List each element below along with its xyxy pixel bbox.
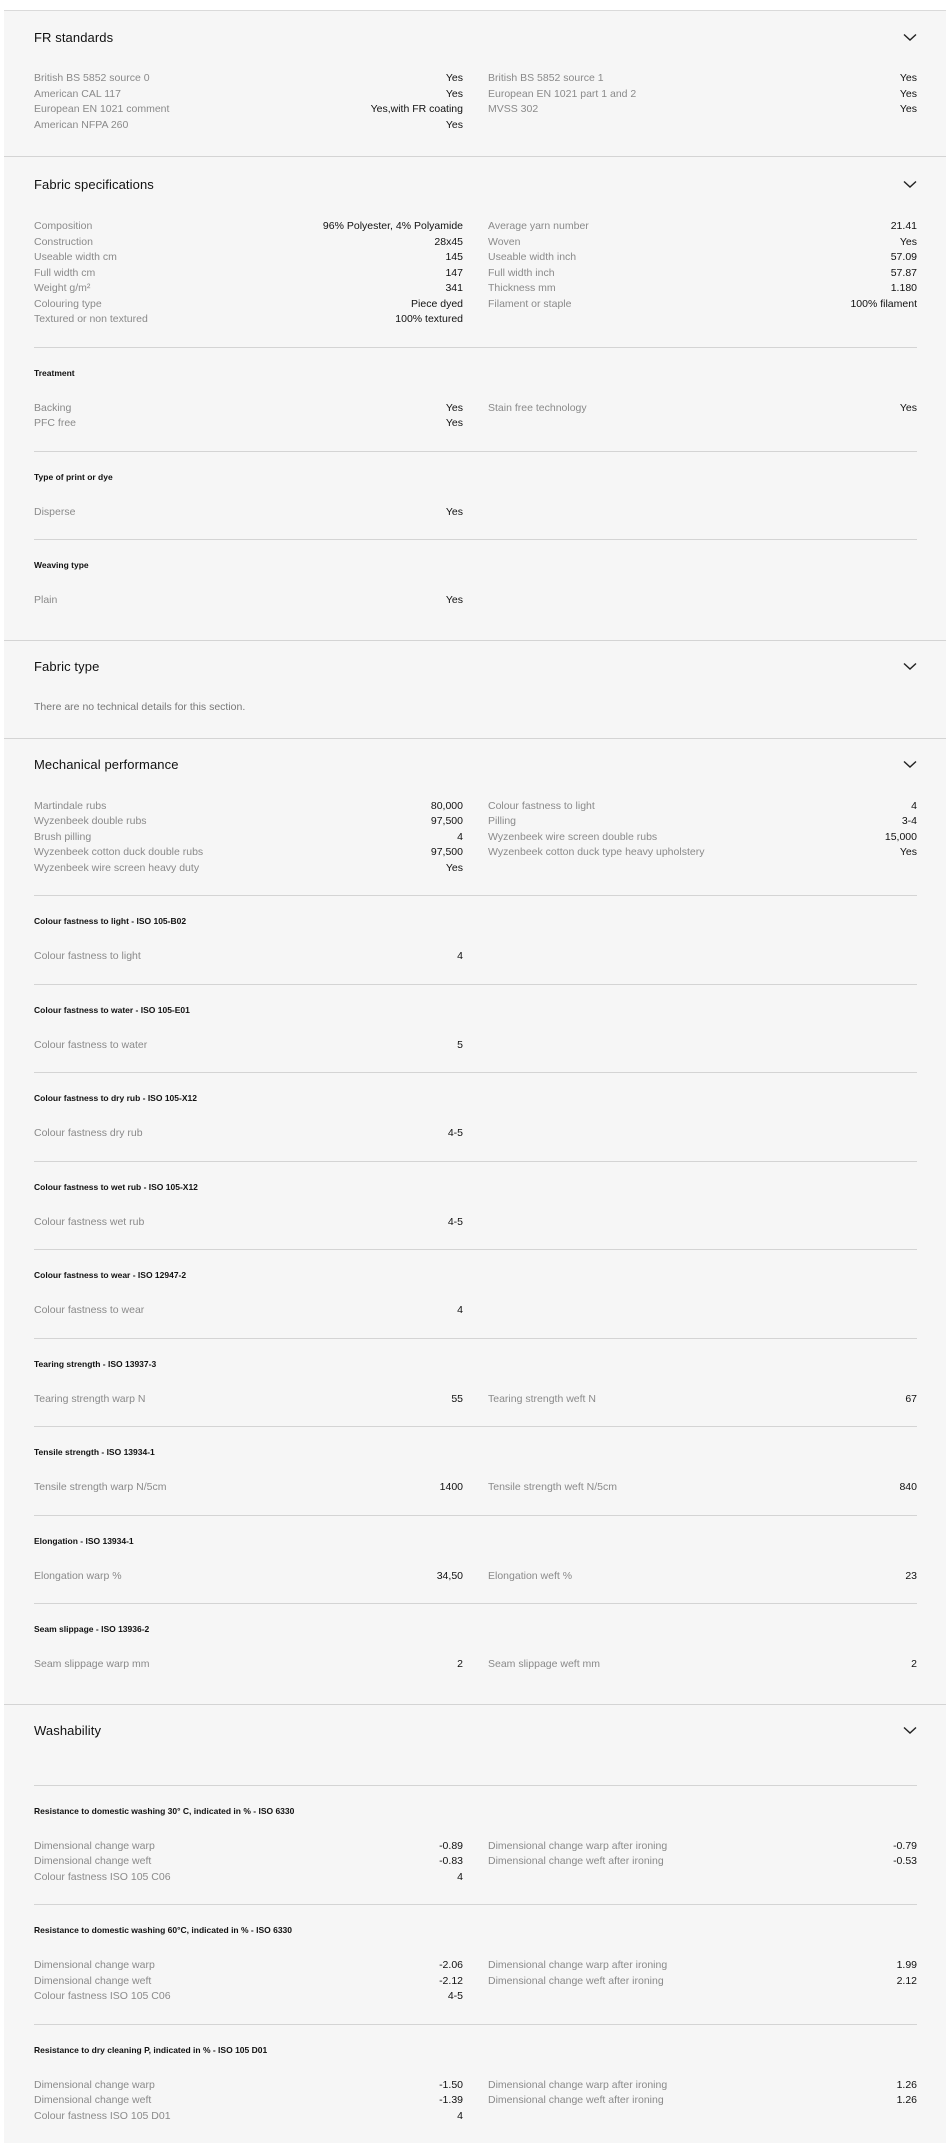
detail-column-left — [34, 1215, 463, 1231]
detail-row — [34, 1126, 463, 1142]
subsection-title: Elongation - ISO 13934-1 — [34, 1536, 917, 1546]
mechanical-performance-header[interactable] — [34, 739, 917, 791]
detail-label: European EN 1021 comment — [34, 102, 169, 118]
detail-column-right — [488, 219, 917, 328]
detail-row — [34, 2093, 463, 2109]
detail-label: American NFPA 260 — [34, 118, 128, 134]
detail-value: -2.12 — [439, 1974, 463, 1990]
detail-row — [488, 87, 917, 103]
detail-column-right — [488, 1392, 917, 1408]
detail-label: Tensile strength weft N/5cm — [488, 1480, 617, 1496]
subsection-title: Colour fastness to wear - ISO 12947-2 — [34, 1270, 917, 1280]
detail-value: 21.41 — [891, 219, 917, 235]
detail-value: -0.83 — [439, 1854, 463, 1870]
detail-row — [34, 1038, 463, 1054]
mechanical-performance-section — [4, 739, 946, 1705]
detail-row — [34, 1392, 463, 1408]
detail-value: Yes — [446, 593, 463, 609]
subsection — [34, 2024, 917, 2143]
detail-row — [488, 102, 917, 118]
detail-column-right — [488, 1480, 917, 1496]
detail-grid — [34, 1480, 917, 1496]
detail-label: Colour fastness to light — [488, 799, 595, 815]
detail-grid — [34, 949, 917, 965]
detail-row — [34, 1657, 463, 1673]
detail-row — [34, 1974, 463, 1990]
detail-row — [488, 1569, 917, 1585]
subsection-list — [34, 895, 917, 1692]
detail-column-right — [488, 1126, 917, 1142]
detail-column-right — [488, 1958, 917, 2005]
detail-label: Thickness mm — [488, 281, 556, 297]
detail-value: Yes — [900, 71, 917, 87]
detail-row — [488, 1657, 917, 1673]
subsection-title: Resistance to domestic washing 60°C, indicated in % - ISO 6330 — [34, 1925, 917, 1935]
fr-standards-section — [4, 11, 946, 157]
detail-row — [488, 71, 917, 87]
detail-row — [488, 845, 917, 861]
detail-column-left — [34, 401, 463, 432]
detail-grid — [34, 1215, 917, 1231]
detail-value: 145 — [445, 250, 463, 266]
detail-grid — [34, 401, 917, 432]
detail-label: Pilling — [488, 814, 516, 830]
subsection-list — [34, 347, 917, 628]
detail-row — [34, 281, 463, 297]
detail-label: Useable width cm — [34, 250, 117, 266]
detail-row — [488, 1974, 917, 1990]
detail-row — [34, 250, 463, 266]
detail-column-left — [34, 2078, 463, 2125]
detail-column-left — [34, 1839, 463, 1886]
chevron-down-icon[interactable] — [903, 30, 917, 44]
detail-row — [34, 312, 463, 328]
detail-value: 57.87 — [891, 266, 917, 282]
detail-label: Elongation weft % — [488, 1569, 572, 1585]
subsection-title: Weaving type — [34, 560, 917, 570]
detail-column-left — [34, 799, 463, 877]
detail-row — [34, 814, 463, 830]
detail-column-right — [488, 949, 917, 965]
detail-row — [34, 1569, 463, 1585]
detail-row — [488, 266, 917, 282]
subsection-title: Colour fastness to dry rub - ISO 105-X12 — [34, 1093, 917, 1103]
detail-label: Dimensional change weft — [34, 1854, 151, 1870]
detail-label: Woven — [488, 235, 521, 251]
detail-column-right — [488, 71, 917, 133]
subsection-title: Treatment — [34, 368, 917, 378]
detail-label: Martindale rubs — [34, 799, 106, 815]
detail-value: 4-5 — [448, 1215, 463, 1231]
detail-label: Disperse — [34, 505, 75, 521]
detail-label: American CAL 117 — [34, 87, 121, 103]
detail-value: Yes — [900, 401, 917, 417]
detail-label: Colour fastness dry rub — [34, 1126, 143, 1142]
detail-value: Yes — [900, 87, 917, 103]
detail-value: 97,500 — [431, 845, 463, 861]
detail-value: Yes — [900, 102, 917, 118]
detail-grid — [34, 505, 917, 521]
detail-column-right — [488, 401, 917, 432]
detail-grid — [34, 1569, 917, 1585]
detail-row — [34, 219, 463, 235]
subsection-list — [34, 1785, 917, 2143]
detail-label: Dimensional change warp after ironing — [488, 1839, 667, 1855]
detail-row — [34, 845, 463, 861]
detail-value: -1.39 — [439, 2093, 463, 2109]
detail-label: Composition — [34, 219, 92, 235]
detail-value: -0.79 — [893, 1839, 917, 1855]
detail-value: 67 — [905, 1392, 917, 1408]
subsection — [34, 451, 917, 540]
washability-section — [4, 1705, 946, 2143]
subsection-title: Resistance to domestic washing 30° C, indicated in % - ISO 6330 — [34, 1806, 917, 1816]
detail-value: 15,000 — [885, 830, 917, 846]
detail-row — [488, 235, 917, 251]
detail-row — [488, 799, 917, 815]
detail-label: Wyzenbeek cotton duck double rubs — [34, 845, 203, 861]
chevron-down-icon[interactable] — [903, 177, 917, 191]
detail-value: 2 — [911, 1657, 917, 1673]
detail-grid — [34, 1392, 917, 1408]
detail-label: Colour fastness to water — [34, 1038, 147, 1054]
detail-row — [488, 2078, 917, 2094]
detail-label: Colour fastness ISO 105 C06 — [34, 1989, 171, 2005]
detail-label: Elongation warp % — [34, 1569, 122, 1585]
detail-column-left — [34, 1303, 463, 1319]
detail-value: -1.50 — [439, 2078, 463, 2094]
detail-value: 4-5 — [448, 1989, 463, 2005]
subsection-title: Type of print or dye — [34, 472, 917, 482]
detail-value: 1.99 — [897, 1958, 917, 1974]
detail-label: Dimensional change weft — [34, 1974, 151, 1990]
detail-value: 4 — [457, 1870, 463, 1886]
detail-column-right — [488, 1303, 917, 1319]
subsection — [34, 1904, 917, 2024]
detail-label: Seam slippage warp mm — [34, 1657, 150, 1673]
detail-row — [34, 1989, 463, 2005]
detail-value: 34,50 — [437, 1569, 463, 1585]
detail-value: 840 — [899, 1480, 917, 1496]
detail-column-left — [34, 1392, 463, 1408]
detail-row — [488, 1839, 917, 1855]
detail-label: Dimensional change weft after ironing — [488, 2093, 664, 2109]
detail-label: Full width cm — [34, 266, 95, 282]
detail-row — [34, 87, 463, 103]
chevron-down-icon[interactable] — [903, 1724, 917, 1738]
detail-row — [34, 102, 463, 118]
fabric-specifications-section — [4, 157, 946, 641]
detail-value: 4 — [911, 799, 917, 815]
detail-row — [488, 281, 917, 297]
detail-row — [34, 401, 463, 417]
subsection — [34, 347, 917, 451]
detail-label: Colour fastness to light — [34, 949, 141, 965]
washability-header[interactable] — [34, 1705, 917, 1757]
detail-label: Stain free technology — [488, 401, 587, 417]
detail-row — [34, 1303, 463, 1319]
detail-label: Dimensional change warp — [34, 2078, 155, 2094]
detail-grid — [34, 799, 917, 896]
detail-label: Wyzenbeek double rubs — [34, 814, 147, 830]
detail-label: Colour fastness wet rub — [34, 1215, 144, 1231]
detail-row — [34, 416, 463, 432]
detail-label: Weight g/m² — [34, 281, 90, 297]
detail-row — [34, 1480, 463, 1496]
detail-value: Yes — [446, 71, 463, 87]
detail-label: Tensile strength warp N/5cm — [34, 1480, 166, 1496]
detail-value: 147 — [445, 266, 463, 282]
detail-label: Dimensional change warp — [34, 1958, 155, 1974]
detail-label: Colouring type — [34, 297, 102, 313]
detail-row — [488, 250, 917, 266]
detail-value: Yes — [446, 118, 463, 134]
detail-value: 23 — [905, 1569, 917, 1585]
detail-value: 5 — [457, 1038, 463, 1054]
detail-label: Dimensional change warp after ironing — [488, 1958, 667, 1974]
detail-value: Yes — [446, 416, 463, 432]
detail-column-left — [34, 71, 463, 133]
detail-row — [488, 219, 917, 235]
subsection — [34, 1161, 917, 1250]
detail-column-right — [488, 505, 917, 521]
detail-value: 1.26 — [897, 2093, 917, 2109]
detail-row — [34, 505, 463, 521]
detail-value: 97,500 — [431, 814, 463, 830]
detail-row — [34, 297, 463, 313]
detail-label: Wyzenbeek wire screen heavy duty — [34, 861, 199, 877]
detail-column-right — [488, 1657, 917, 1673]
detail-column-left — [34, 1480, 463, 1496]
detail-value: Yes — [446, 505, 463, 521]
detail-row — [34, 118, 463, 134]
detail-value: -2.06 — [439, 1958, 463, 1974]
section-title: Mechanical performance — [34, 757, 179, 772]
subsection — [34, 1785, 917, 1905]
detail-value: Yes,with FR coating — [371, 102, 463, 118]
detail-value: Yes — [446, 87, 463, 103]
subsection-title: Colour fastness to water - ISO 105-E01 — [34, 1005, 917, 1015]
detail-label: Filament or staple — [488, 297, 571, 313]
detail-row — [34, 1870, 463, 1886]
detail-row — [34, 266, 463, 282]
detail-grid — [34, 71, 917, 133]
detail-value: 4 — [457, 830, 463, 846]
detail-column-left — [34, 1657, 463, 1673]
fabric-type-header[interactable] — [34, 641, 917, 693]
detail-label: Full width inch — [488, 266, 555, 282]
empty-section-note: There are no technical details for this section. — [34, 701, 917, 713]
detail-column-right — [488, 2078, 917, 2125]
detail-row — [488, 1392, 917, 1408]
detail-row — [34, 861, 463, 877]
detail-column-left — [34, 1038, 463, 1054]
detail-label: Dimensional change weft after ironing — [488, 1854, 664, 1870]
subsection — [34, 1338, 917, 1427]
detail-value: 100% textured — [395, 312, 463, 328]
detail-row — [488, 814, 917, 830]
detail-label: Dimensional change warp after ironing — [488, 2078, 667, 2094]
detail-column-right — [488, 1038, 917, 1054]
detail-row — [34, 1839, 463, 1855]
detail-label: British BS 5852 source 1 — [488, 71, 604, 87]
fabric-type-section — [4, 641, 946, 739]
detail-column-left — [34, 1126, 463, 1142]
detail-column-right — [488, 799, 917, 877]
chevron-down-icon[interactable] — [903, 758, 917, 772]
detail-row — [34, 235, 463, 251]
detail-label: Textured or non textured — [34, 312, 148, 328]
detail-row — [34, 949, 463, 965]
detail-label: Useable width inch — [488, 250, 576, 266]
section-title: Fabric type — [34, 659, 99, 674]
detail-column-right — [488, 1215, 917, 1231]
detail-label: Dimensional change weft — [34, 2093, 151, 2109]
detail-value: Yes — [446, 861, 463, 877]
detail-label: Colour fastness to wear — [34, 1303, 144, 1319]
detail-label: Wyzenbeek wire screen double rubs — [488, 830, 657, 846]
detail-column-right — [488, 593, 917, 609]
detail-column-right — [488, 1839, 917, 1886]
detail-value: 2 — [457, 1657, 463, 1673]
detail-label: Dimensional change warp — [34, 1839, 155, 1855]
detail-value: 4 — [457, 949, 463, 965]
detail-row — [34, 799, 463, 815]
subsection-title: Tearing strength - ISO 13937-3 — [34, 1359, 917, 1369]
detail-grid — [34, 219, 917, 347]
detail-label: Wyzenbeek cotton duck type heavy upholstery — [488, 845, 704, 861]
detail-label: Construction — [34, 235, 93, 251]
detail-value: 80,000 — [431, 799, 463, 815]
chevron-down-icon[interactable] — [903, 660, 917, 674]
detail-label: Brush pilling — [34, 830, 91, 846]
subsection — [34, 1249, 917, 1338]
detail-row — [34, 71, 463, 87]
detail-label: PFC free — [34, 416, 76, 432]
detail-label: Plain — [34, 593, 57, 609]
detail-value: 1400 — [440, 1480, 463, 1496]
detail-row — [34, 593, 463, 609]
detail-grid — [34, 1657, 917, 1673]
detail-value: 3-4 — [902, 814, 917, 830]
detail-label: European EN 1021 part 1 and 2 — [488, 87, 636, 103]
detail-label: Colour fastness ISO 105 C06 — [34, 1870, 171, 1886]
detail-label: Backing — [34, 401, 71, 417]
subsection-title: Colour fastness to wet rub - ISO 105-X12 — [34, 1182, 917, 1192]
detail-row — [34, 830, 463, 846]
section-title: FR standards — [34, 30, 113, 45]
detail-value: 57.09 — [891, 250, 917, 266]
detail-column-left — [34, 593, 463, 609]
detail-label: MVSS 302 — [488, 102, 538, 118]
detail-row — [34, 2109, 463, 2125]
detail-row — [488, 1480, 917, 1496]
detail-value: 1.26 — [897, 2078, 917, 2094]
detail-value: 341 — [445, 281, 463, 297]
detail-value: 96% Polyester, 4% Polyamide — [323, 219, 463, 235]
detail-value: Yes — [446, 401, 463, 417]
subsection — [34, 1515, 917, 1604]
detail-grid — [34, 1839, 917, 1886]
detail-value: 4-5 — [448, 1126, 463, 1142]
subsection-title: Tensile strength - ISO 13934-1 — [34, 1447, 917, 1457]
fr-standards-header[interactable] — [34, 11, 917, 63]
spec-page — [4, 10, 946, 2143]
subsection — [34, 984, 917, 1073]
detail-row — [488, 2093, 917, 2109]
detail-grid — [34, 1038, 917, 1054]
detail-label: Tearing strength warp N — [34, 1392, 145, 1408]
detail-value: 28x45 — [434, 235, 463, 251]
detail-row — [488, 1854, 917, 1870]
detail-value: Piece dyed — [411, 297, 463, 313]
detail-column-left — [34, 505, 463, 521]
detail-label: Colour fastness ISO 105 D01 — [34, 2109, 171, 2125]
detail-column-left — [34, 949, 463, 965]
detail-label: Seam slippage weft mm — [488, 1657, 600, 1673]
detail-value: 100% filament — [850, 297, 917, 313]
detail-value: 55 — [451, 1392, 463, 1408]
detail-value: 4 — [457, 1303, 463, 1319]
detail-grid — [34, 1126, 917, 1142]
detail-value: Yes — [900, 235, 917, 251]
subsection — [34, 1603, 917, 1692]
subsection-title: Colour fastness to light - ISO 105-B02 — [34, 916, 917, 926]
detail-row — [34, 2078, 463, 2094]
detail-value: 1.180 — [891, 281, 917, 297]
subsection-title: Seam slippage - ISO 13936-2 — [34, 1624, 917, 1634]
fabric-specifications-header[interactable] — [34, 157, 917, 211]
detail-value: 4 — [457, 2109, 463, 2125]
subsection — [34, 1426, 917, 1515]
detail-label: Dimensional change weft after ironing — [488, 1974, 664, 1990]
detail-row — [34, 1854, 463, 1870]
detail-row — [34, 1958, 463, 1974]
detail-value: -0.53 — [893, 1854, 917, 1870]
section-title: Fabric specifications — [34, 177, 154, 192]
detail-value: -0.89 — [439, 1839, 463, 1855]
subsection — [34, 895, 917, 984]
detail-value: 2.12 — [897, 1974, 917, 1990]
detail-row — [488, 1958, 917, 1974]
detail-grid — [34, 1958, 917, 2005]
subsection-title: Resistance to dry cleaning P, indicated in % - ISO 105 D01 — [34, 2045, 917, 2055]
detail-grid — [34, 1303, 917, 1319]
detail-label: British BS 5852 source 0 — [34, 71, 150, 87]
detail-row — [488, 830, 917, 846]
detail-row — [34, 1215, 463, 1231]
detail-row — [488, 297, 917, 313]
subsection — [34, 1072, 917, 1161]
detail-row — [488, 401, 917, 417]
detail-value: Yes — [900, 845, 917, 861]
section-title: Washability — [34, 1723, 101, 1738]
detail-label: Tearing strength weft N — [488, 1392, 596, 1408]
detail-column-left — [34, 1569, 463, 1585]
subsection — [34, 539, 917, 628]
detail-column-left — [34, 219, 463, 328]
detail-grid — [34, 2078, 917, 2125]
detail-column-left — [34, 1958, 463, 2005]
detail-column-right — [488, 1569, 917, 1585]
detail-grid — [34, 593, 917, 609]
detail-label: Average yarn number — [488, 219, 589, 235]
